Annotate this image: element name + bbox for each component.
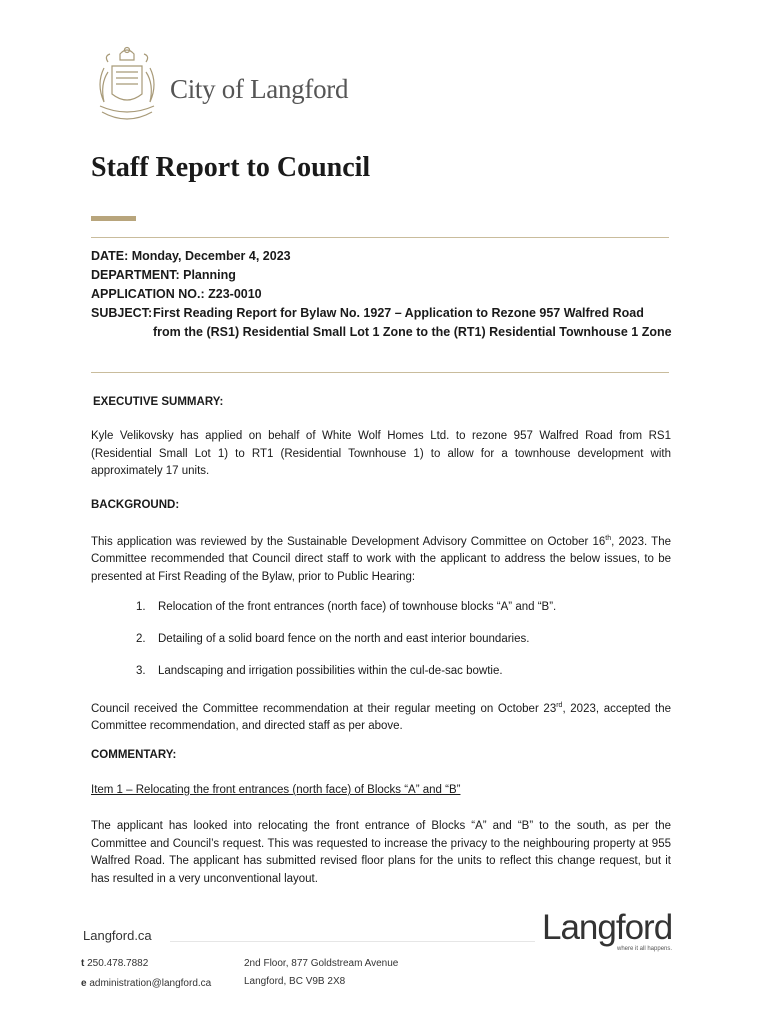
background-text-b: , 2023. The Committee recommended that Council direct staff to work with the applicant to address the below issues, to be presented at First Reading of the Bylaw, prior to Public Hearing:	[91, 535, 671, 583]
accent-bar	[91, 216, 136, 221]
background-heading: BACKGROUND:	[91, 499, 180, 511]
footer-address-line2: Langford, BC V9B 2X8	[244, 976, 346, 987]
report-title: Staff Report to Council	[91, 152, 371, 183]
background-text-a: This application was reviewed by the Sustainable Development Advisory Committee on October 16	[91, 535, 606, 548]
application-number: APPLICATION NO.: Z23-0010	[91, 287, 262, 301]
list-item: 1. Relocation of the front entrances (north face) of townhouse blocks “A” and “B”.	[136, 601, 557, 613]
background-sup-2: rd	[556, 702, 563, 709]
footer-address-line1: 2nd Floor, 877 Goldstream Avenue	[244, 958, 399, 969]
background-paragraph	[91, 530, 671, 586]
footer-divider	[170, 941, 535, 942]
footer-email: e administration@langford.ca	[81, 978, 212, 989]
executive-summary-text: Kyle Velikovsky has applied on behalf of White Wolf Homes Ltd. to rezone 957 Walfred Road from RS1 (Residential Small Lot 1) to RT1 (Residential Townhouse 1) to allow for a townhouse development with approximately 17 units.	[91, 430, 671, 477]
city-crest-logo	[90, 44, 164, 130]
background-text-c: Council received the Committee recommendation at their regular meeting on October 23	[91, 702, 557, 715]
footer-phone: t 250.478.7882	[81, 958, 149, 969]
background-sup: th	[605, 535, 612, 542]
background-paragraph-2	[91, 697, 671, 736]
item1-text: The applicant has looked into relocating the front entrance of Blocks “A” and “B” to the south, as per the Committee and Council’s request. This was requested to increase the privacy to the neighbouring property at 955 Walfred Road. The applicant has submitted revised floor plans for the units to reflect this change request, but it has resulted in a very unconventional layout.	[91, 820, 671, 885]
langford-logo: Langford	[542, 908, 673, 947]
subject-label: SUBJECT:	[91, 306, 153, 320]
commentary-heading: COMMENTARY:	[91, 749, 177, 761]
item1-heading: Item 1 – Relocating the front entrances (north face) of Blocks “A” and “B”	[91, 784, 461, 796]
org-name: City of Langford	[170, 74, 349, 104]
list-item: 3. Landscaping and irrigation possibilities within the cul-de-sac bowtie.	[136, 665, 503, 677]
logo-tagline: where it all happens.	[617, 946, 673, 952]
divider	[91, 237, 669, 238]
report-subject	[91, 304, 676, 342]
subject-value: First Reading Report for Bylaw No. 1927 – Application to Rezone 957 Walfred Road from the (RS1) Residential Small Lot 1 Zone to the (RT1) Residential Townhouse 1 Zone	[153, 306, 672, 339]
report-department: DEPARTMENT: Planning	[91, 268, 236, 282]
divider	[91, 372, 669, 373]
footer-website: Langford.ca	[83, 928, 152, 943]
report-date: DATE: Monday, December 4, 2023	[91, 249, 291, 263]
list-item: 2. Detailing of a solid board fence on the north and east interior boundaries.	[136, 633, 530, 645]
background-text-d: , 2023, accepted the Committee recommendation, and directed staff as per above.	[91, 702, 671, 733]
executive-summary-heading: EXECUTIVE SUMMARY:	[93, 396, 224, 408]
